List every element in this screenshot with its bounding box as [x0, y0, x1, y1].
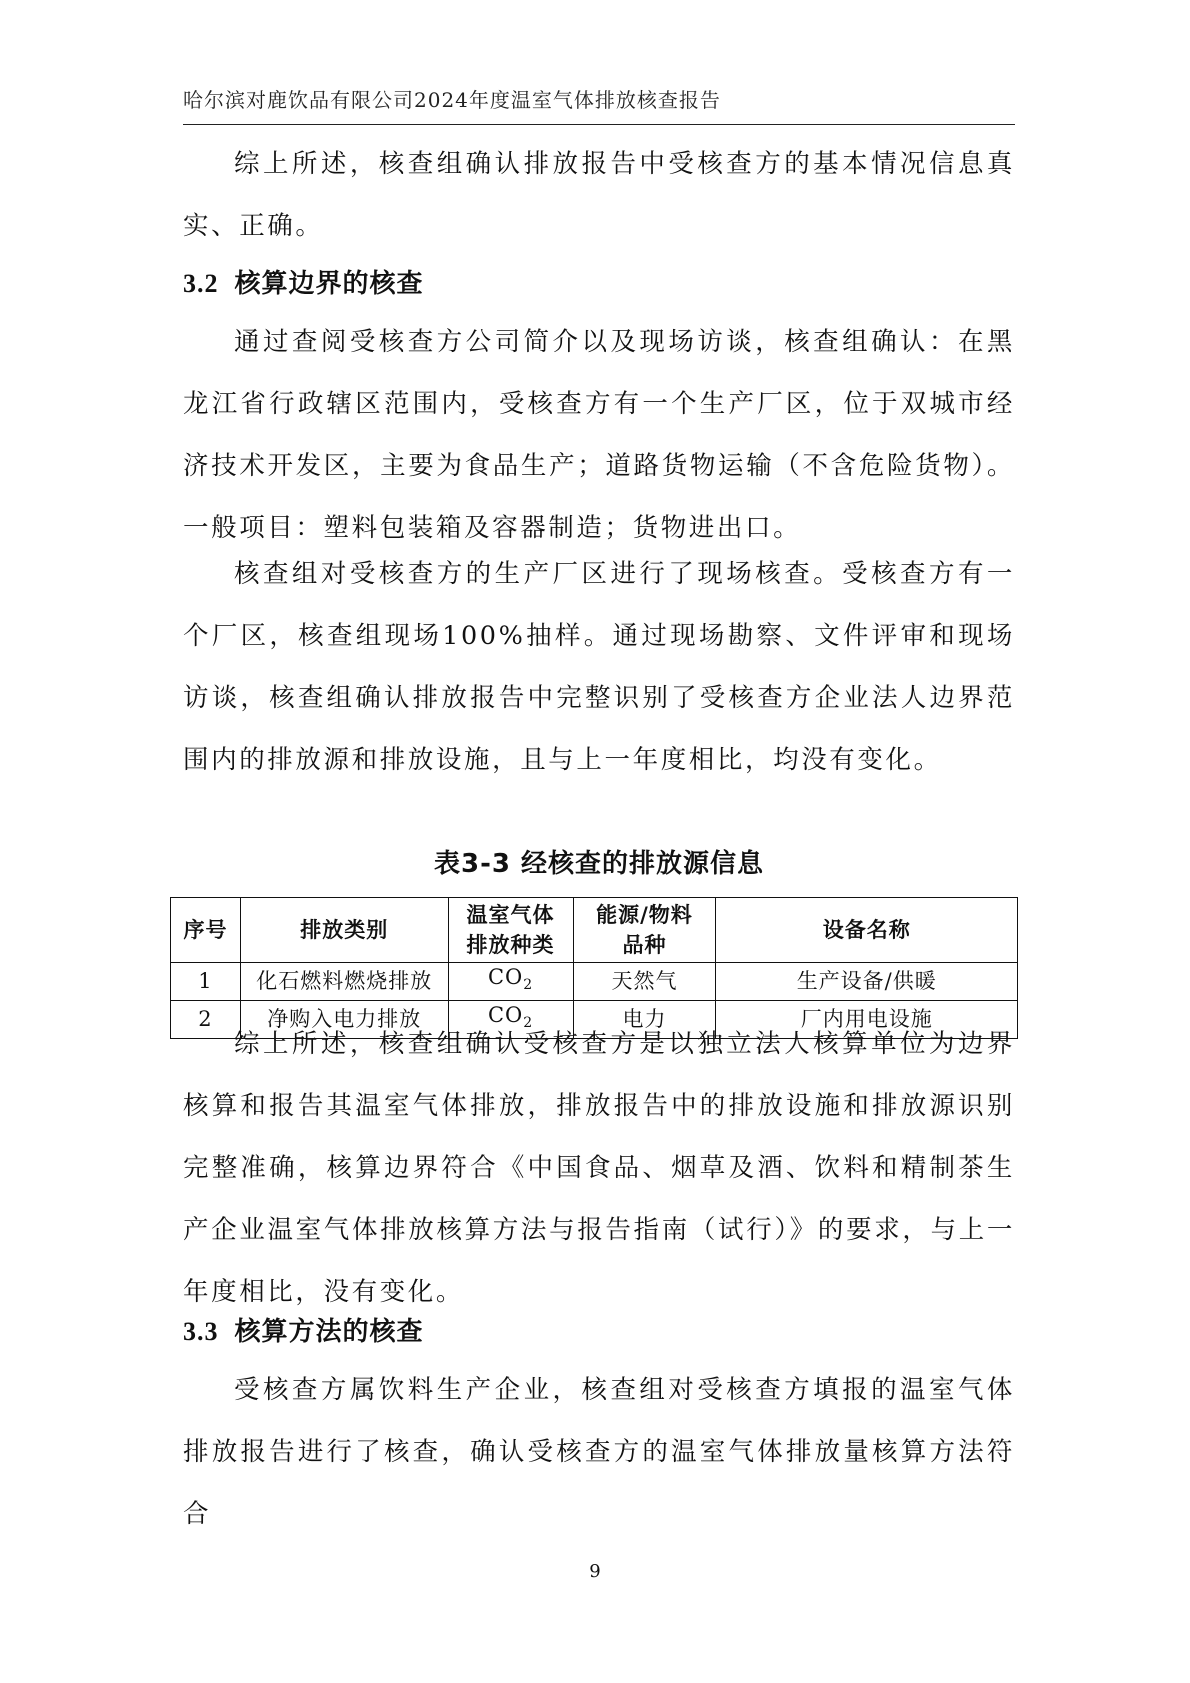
table-row [171, 963, 1018, 1001]
section-number: 3.3 [183, 1317, 219, 1346]
section-title: 核算方法的核查 [234, 1317, 424, 1347]
header-divider [183, 124, 1015, 125]
col-header-energy: 能源/物料品种 [573, 898, 716, 963]
page-header: 哈尔滨对鹿饮品有限公司2024年度温室气体排放核查报告 [183, 88, 721, 112]
section-title: 核算边界的核查 [234, 269, 424, 299]
col-header-no: 序号 [171, 898, 241, 963]
section-heading-3-3 [183, 1311, 424, 1348]
cell-energy: 天然气 [573, 963, 716, 1001]
paragraph-method-check: 受核查方属饮料生产企业，核查组对受核查方填报的温室气体排放报告进行了核查，确认受核查方的温室气体排放量核算方法符合 [183, 1375, 1015, 1529]
cell-energy: 电力 [573, 1001, 716, 1039]
cell-category: 化石燃料燃烧排放 [240, 963, 448, 1001]
table-caption: 表3-3 经核查的排放源信息 [433, 849, 765, 879]
cell-gas: $CO_2$ [448, 963, 573, 1001]
col-header-gas-type: 温室气体排放种类 [448, 898, 573, 963]
cell-no: 1 [171, 963, 241, 1001]
cell-gas: $CO_2$ [448, 1001, 573, 1039]
paragraph-boundary-conclusion: 综上所述，核查组确认受核查方是以独立法人核算单位为边界核算和报告其温室气体排放，排放报告中的排放设施和排放源识别完整准确，核算边界符合《中国食品、烟草及酒、饮料和精制茶生产企业温室气体排放核算方法与报告指南（试行）》的要求，与上一年度相比，没有变化。 [183, 1029, 1015, 1307]
cell-equipment: 厂内用电设施 [716, 1001, 1018, 1039]
col-header-category: 排放类别 [240, 898, 448, 963]
col-header-equipment: 设备名称 [716, 898, 1018, 963]
paragraph-summary-basic-info: 综上所述，核查组确认排放报告中受核查方的基本情况信息真实、正确。 [183, 149, 1015, 241]
paragraph-boundary-intro: 通过查阅受核查方公司简介以及现场访谈，核查组确认：在黑龙江省行政辖区范围内，受核查方有一个生产厂区，位于双城市经济技术开发区，主要为食品生产；道路货物运输（不含危险货物）。一般项目：塑料包装箱及容器制造；货物进出口。 [183, 327, 1015, 543]
cell-no: 2 [171, 1001, 241, 1039]
cell-equipment: 生产设备/供暖 [716, 963, 1018, 1001]
cell-category: 净购入电力排放 [240, 1001, 448, 1039]
page-number: 9 [589, 1561, 601, 1582]
section-heading-3-2 [183, 263, 424, 300]
paragraph-site-inspection: 核查组对受核查方的生产厂区进行了现场核查。受核查方有一个厂区，核查组现场100%抽样。通过现场勘察、文件评审和现场访谈，核查组确认排放报告中完整识别了受核查方企业法人边界范围内的排放源和排放设施，且与上一年度相比，均没有变化。 [183, 559, 1015, 775]
table-header-row [171, 898, 1018, 963]
section-number: 3.2 [183, 269, 219, 298]
